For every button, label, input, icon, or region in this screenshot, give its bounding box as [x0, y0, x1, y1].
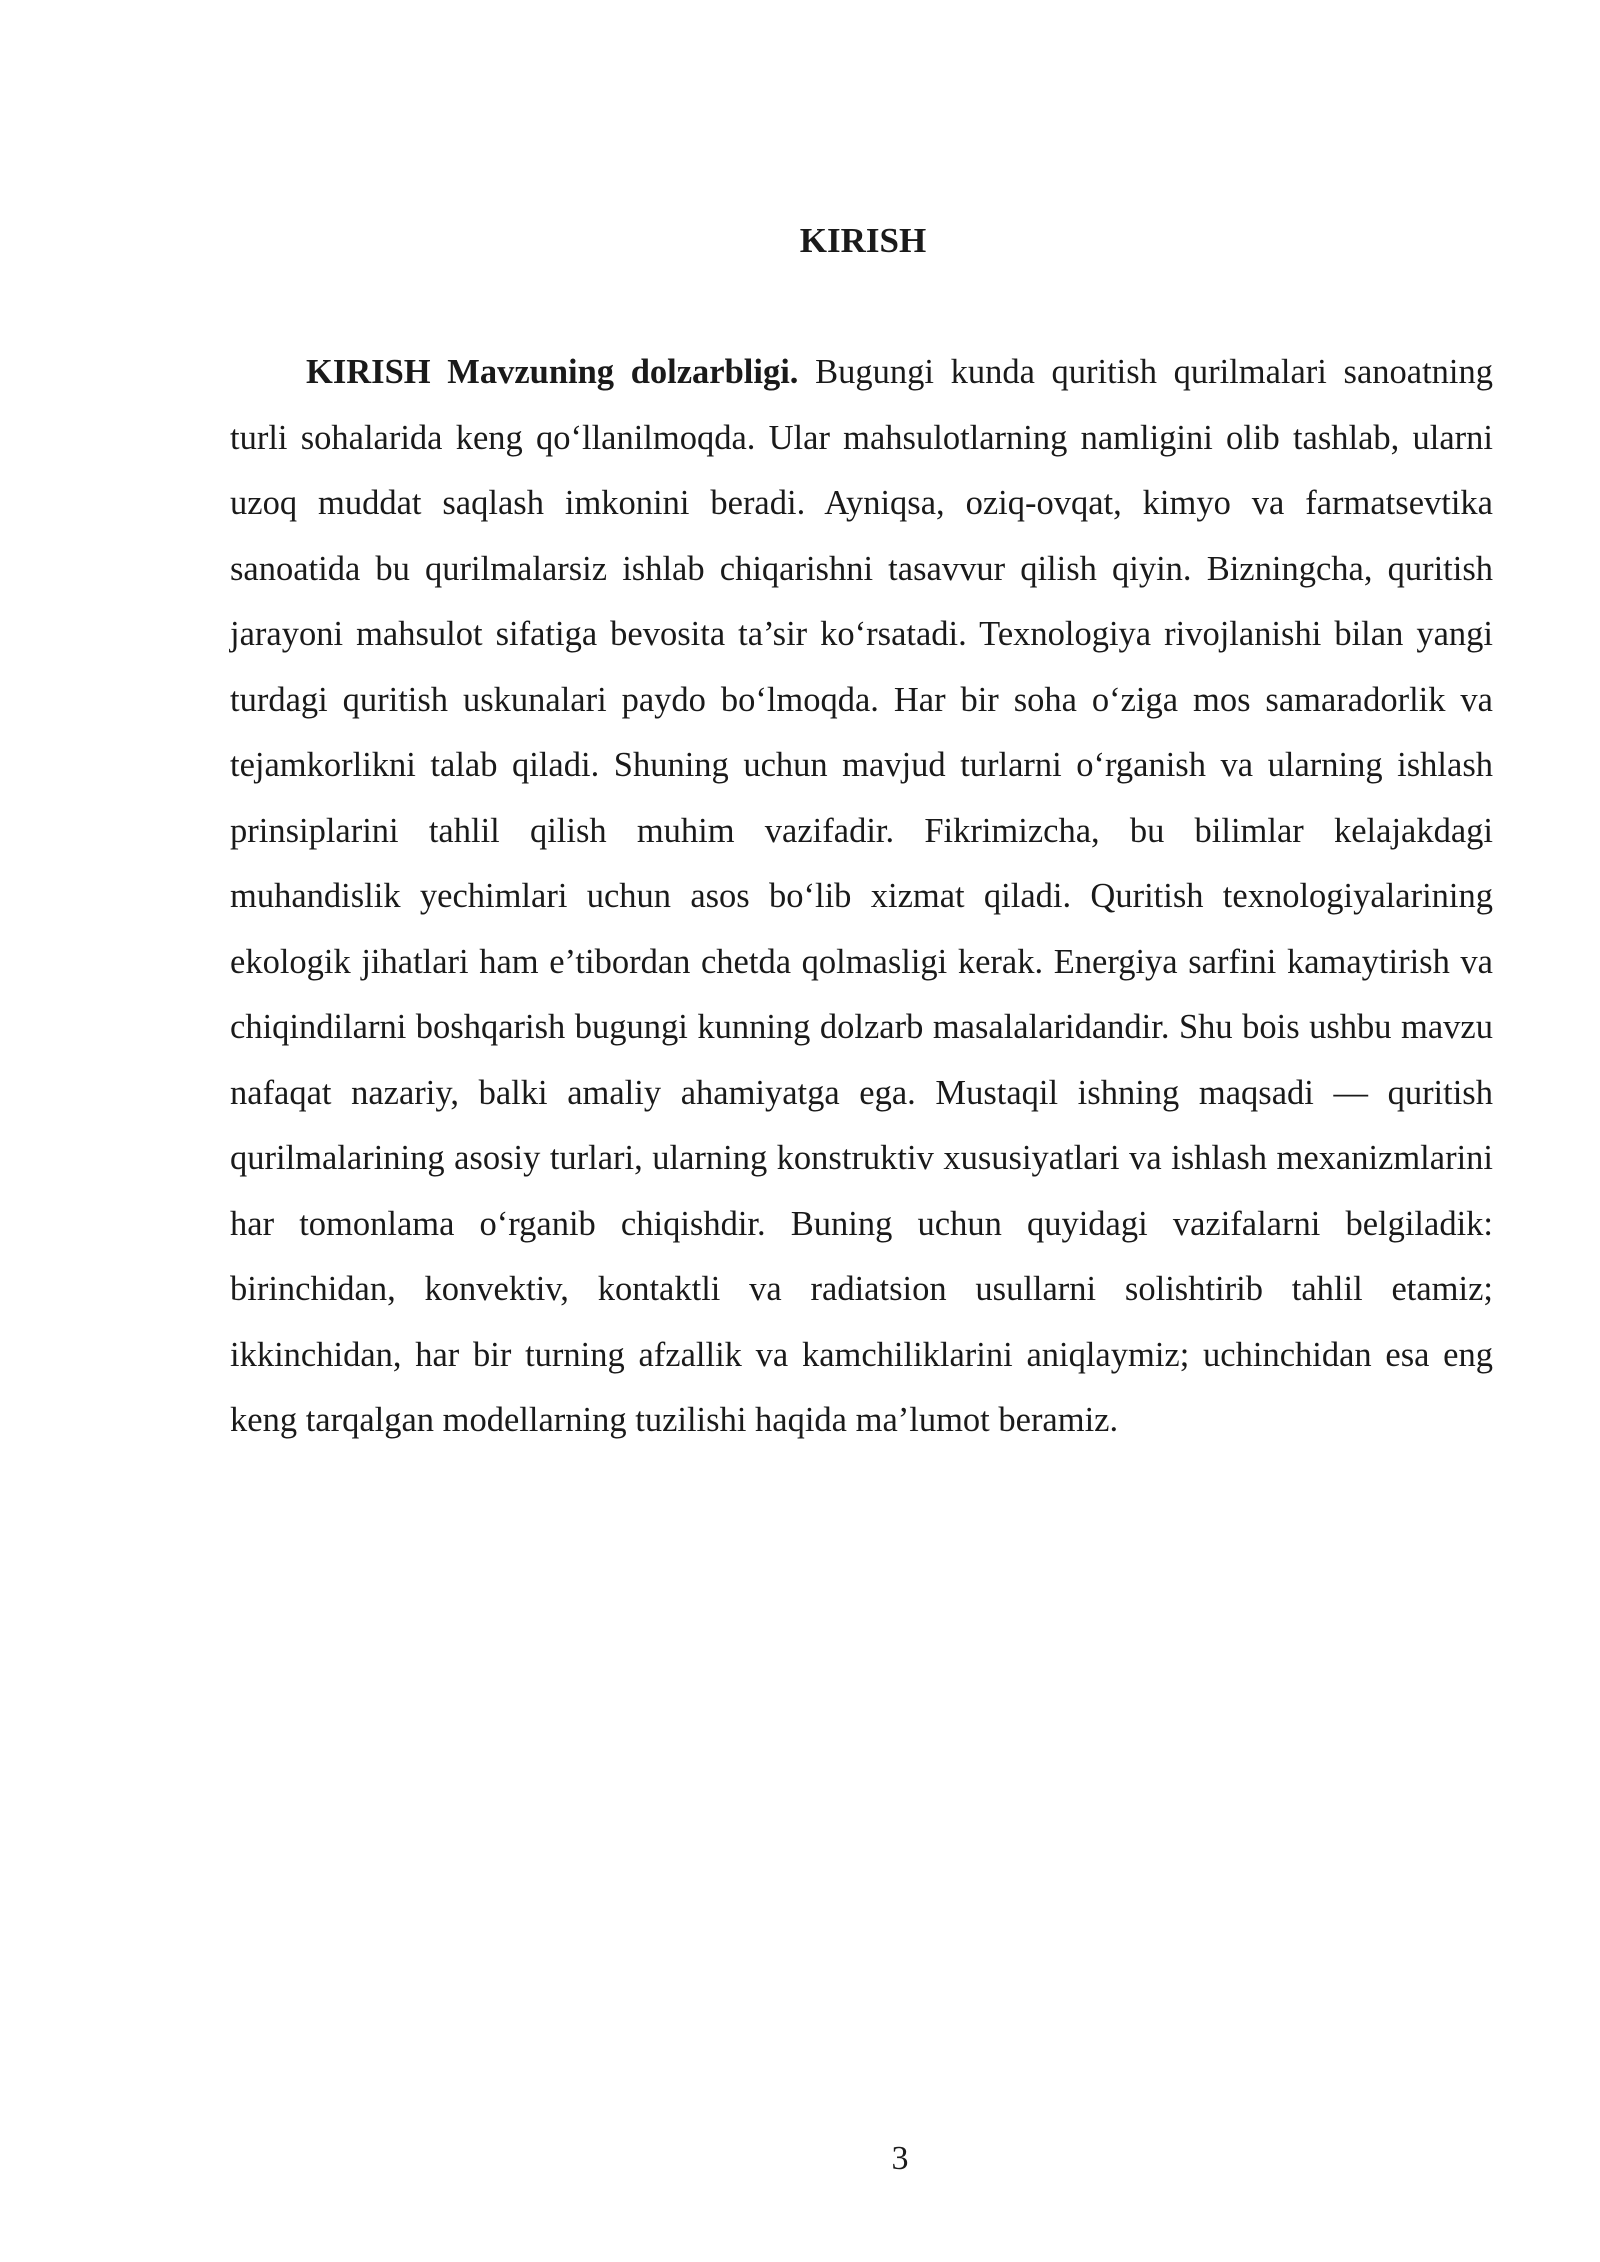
section-heading: KIRISH [799, 221, 927, 260]
page-number: 3 [891, 2140, 909, 2177]
paragraph-body: Bugungi kunda quritish qurilmalari sanoatning turli sohalarida keng qo‘llanilmoqda. Ular mahsulotlarning namligini olib tashlab, ularni uzoq muddat saqlash imkonini beradi. Ayniqsa, oziq-ovqat, kimyo va farmatsevtika sanoatida bu qurilmalarsiz ishlab chiqarishni tasavvur qilish qiyin. Bizningcha, quritish jarayoni mahsulot sifatiga bevosita ta’sir ko‘rsatadi. Texnologiya rivojlanishi bilan yangi turdagi quritish uskunalari paydo bo‘lmoqda. Har bir soha o‘ziga mos samaradorlik va tejamkorlikni talab qiladi. Shuning uchun mavjud turlarni o‘rganish va ularning ishlash prinsiplarini tahlil qilish muhim vazifadir. Fikrimizcha, bu bilimlar kelajakdagi muhandislik yechimlari uchun asos bo‘lib xizmat qiladi. Quritish texnologiyalarining ekologik jihatlari ham e’tibordan chetda qolmasligi kerak. Energiya sarfini kamaytirish va chiqindilarni boshqarish bugungi kunning dolzarb masalalaridandir. Shu bois ushbu mavzu nafaqat nazariy, balki amaliy ahamiyatga ega. Mustaqil ishning maqsadi — quritish qurilmalarining asosiy turlari, ularning konstruktiv xususiyatlari va ishlash mexanizmlarini har tomonlama o‘rganib chiqishdir. Buning uchun quyidagi vazifalarni belgiladik: birinchidan, konvektiv, kontaktli va radiatsion usullarni solishtirib tahlil etamiz; ikkinchidan, har bir turning afzallik va kamchiliklarini aniqlaymiz; uchinchidan esa eng keng tarqalgan modellarning tuzilishi haqida ma’lumot beramiz. [230, 353, 1493, 1439]
paragraph-lead: KIRISH Mavzuning dolzarbligi. [306, 353, 799, 391]
intro-paragraph [230, 340, 1493, 1454]
